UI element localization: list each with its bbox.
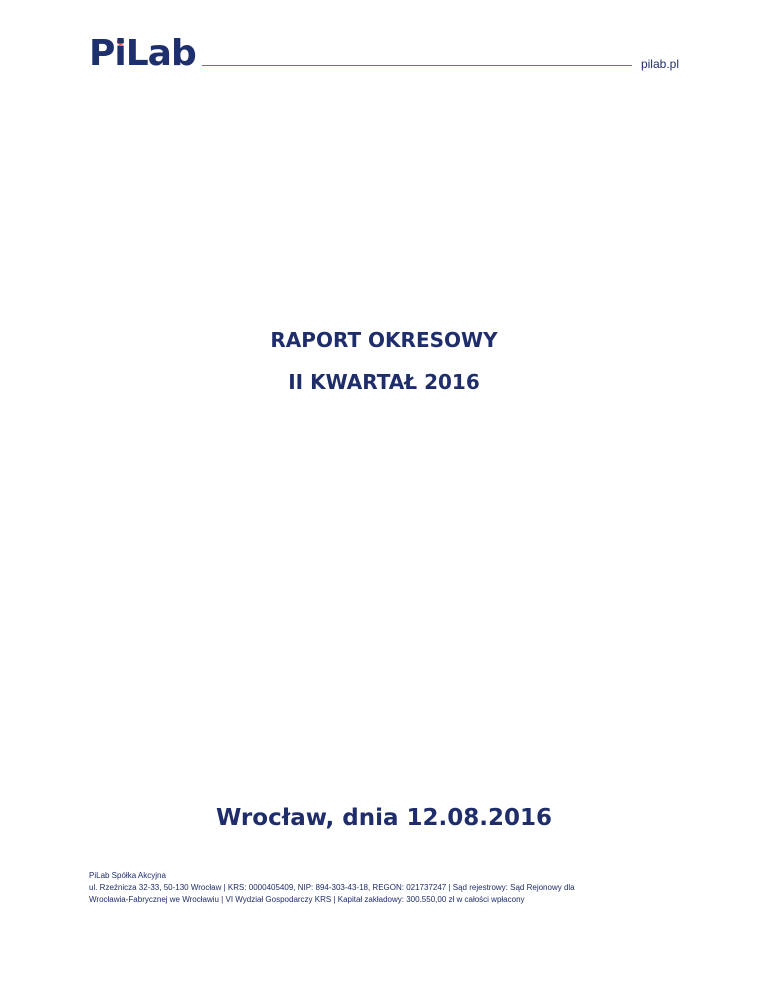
report-title: RAPORT OKRESOWY <box>270 328 498 352</box>
pilab-logo <box>89 34 196 74</box>
footer-line-2: Wrocławia-Fabrycznej we Wrocławiu | VI Wydział Gospodarczy KRS | Kapitał zakładowy: 300.550,00 zł w całości wpłacony <box>89 895 525 904</box>
header-divider <box>202 65 632 66</box>
footer-company-name: PiLab Spółka Akcyjna <box>89 871 166 880</box>
place-and-date: Wrocław, dnia 12.08.2016 <box>215 805 553 831</box>
report-period: II KWARTAŁ 2016 <box>288 370 480 394</box>
logo-letter-i: i <box>114 33 126 74</box>
site-url: pilab.pl <box>640 57 679 71</box>
logo-letter-p: P <box>89 33 115 74</box>
page-footer <box>89 870 689 906</box>
page-header <box>89 34 679 74</box>
logo-text-lab: Lab <box>125 33 196 74</box>
footer-line-1: ul. Rzeźnicza 32-33, 50-130 Wrocław | KRS: 0000405409, NIP: 894-303-43-18, REGON: 021737247 | Sąd rejestrowy: Sąd Rejonowy dla <box>89 883 575 892</box>
